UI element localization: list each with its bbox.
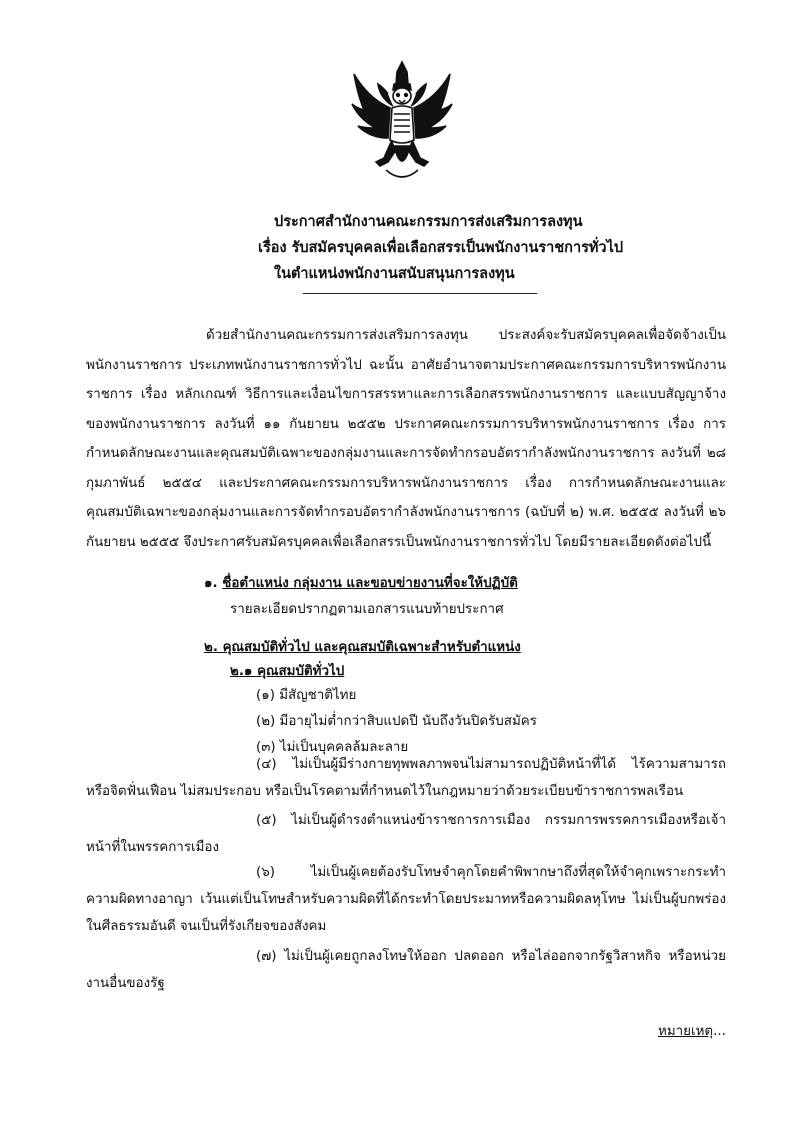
section-2-1-heading: ๒.๑ คุณสมบัติทั่วไป <box>230 664 345 679</box>
qualification-item: (๕) ไม่เป็นผู้ดำรงตำแหน่งข้าราชการการเมือง กรรมการพรรคการเมืองหรือเจ้าหน้าที่ในพรรคการเมือง <box>86 813 726 855</box>
section-1-title: ชื่อตำแหน่ง กลุ่มงาน และขอบข่ายงานที่จะให้ปฏิบัติ <box>222 576 518 591</box>
footnote-label: หมายเหตุ <box>658 1024 714 1039</box>
header-divider <box>303 293 537 294</box>
qualification-item: (๖) ไม่เป็นผู้เคยต้องรับโทษจำคุกโดยคำพิพากษาถึงที่สุดให้จำคุกเพราะกระทำความผิดทางอาญา เว้นแต่เป็นโทษสำหรับความผิดที่ได้กระทำโดยประมาทหรือความผิดลหุโทษ ไม่เป็นผู้บกพร่องในศีลธรรมอันดี จนเป็นที่รังเกียจของสังคม <box>86 865 726 934</box>
announcement-issuer: ประกาศสำนักงานคณะกรรมการส่งเสริมการลงทุน <box>274 214 583 230</box>
garuda-emblem <box>350 58 454 186</box>
section-1-detail: รายละเอียดปรากฏตามเอกสารแนบท้ายประกาศ <box>230 602 504 617</box>
intro-paragraph: ด้วยสำนักงานคณะกรรมการส่งเสริมการลงทุน ประสงค์จะรับสมัครบุคคลเพื่อจัดจ้างเป็นพนักงานราชการ ประเภทพนักงานราชการทั่วไป ฉะนั้น อาศัยอำนาจตามประกาศคณะกรรมการบริหารพนักงานราชการ เรื่อง หลักเกณฑ์ วิธีการและเงื่อนไขการสรรหาและการเลือกสรรพนักงานราชการ และแบบสัญญาจ้างของพนักงานราชการ ลงวันที่ ๑๑ กันยายน ๒๕๕๒ ประกาศคณะกรรมการบริหารพนักงานราชการ เรื่อง การกำหนดลักษณะงานและคุณสมบัติเฉพาะของกลุ่มงานและการจัดทำกรอบอัตรากำลังพนักงานราชการ ลงวันที่ ๒๘ กุมภาพันธ์ ๒๕๕๔ และประกาศคณะกรรมการบริหารพนักงานราชการ เรื่อง การกำหนดลักษณะงานและคุณสมบัติเฉพาะของกลุ่มงานและการจัดทำกรอบอัตรากำลังพนักงานราชการ (ฉบับที่ ๒) พ.ศ. ๒๕๕๕ ลงวันที่ ๒๖ กันยายน ๒๕๕๕ จึงประกาศรับสมัครบุคคลเพื่อเลือกสรรเป็นพนักงานราชการทั่วไป โดยมีรายละเอียดดังต่อไปนี้ <box>86 328 726 550</box>
footnote-ellipsis: ... <box>713 1024 726 1039</box>
qualification-item: (๒) มีอายุไม่ต่ำกว่าสิบแปดปี นับถึงวันปิดรับสมัคร <box>256 714 537 729</box>
page-continuation-note <box>658 1020 726 1041</box>
announcement-subject: เรื่อง รับสมัครบุคคลเพื่อเลือกสรรเป็นพนักงานราชการทั่วไป <box>258 240 624 256</box>
qualification-item: (๓) ไม่เป็นบุคคลล้มละลาย <box>256 740 409 755</box>
qualification-item: (๗) ไม่เป็นผู้เคยถูกลงโทษให้ออก ปลดออก หรือไล่ออกจากรัฐวิสาหกิจ หรือหน่วยงานอื่นของรัฐ <box>86 949 726 991</box>
qualification-item: (๔) ไม่เป็นผู้มีร่างกายทุพพลภาพจนไม่สามารถปฏิบัติหน้าที่ได้ ไร้ความสามารถหรือจิตฟั่นเฟือน ไม่สมประกอบ หรือเป็นโรคตามที่กำหนดไว้ในกฎหมายว่าด้วยระเบียบข้าราชการพลเรือน <box>86 757 726 799</box>
section-1-number: ๑. <box>204 576 218 591</box>
section-2-heading: ๒. คุณสมบัติทั่วไป และคุณสมบัติเฉพาะสำหรับตำแหน่ง <box>204 640 521 655</box>
qualification-item: (๑) มีสัญชาติไทย <box>256 688 357 703</box>
section-1-heading <box>204 572 518 593</box>
announcement-position: ในตำแหน่งพนักงานสนับสนุนการลงทุน <box>274 266 515 282</box>
